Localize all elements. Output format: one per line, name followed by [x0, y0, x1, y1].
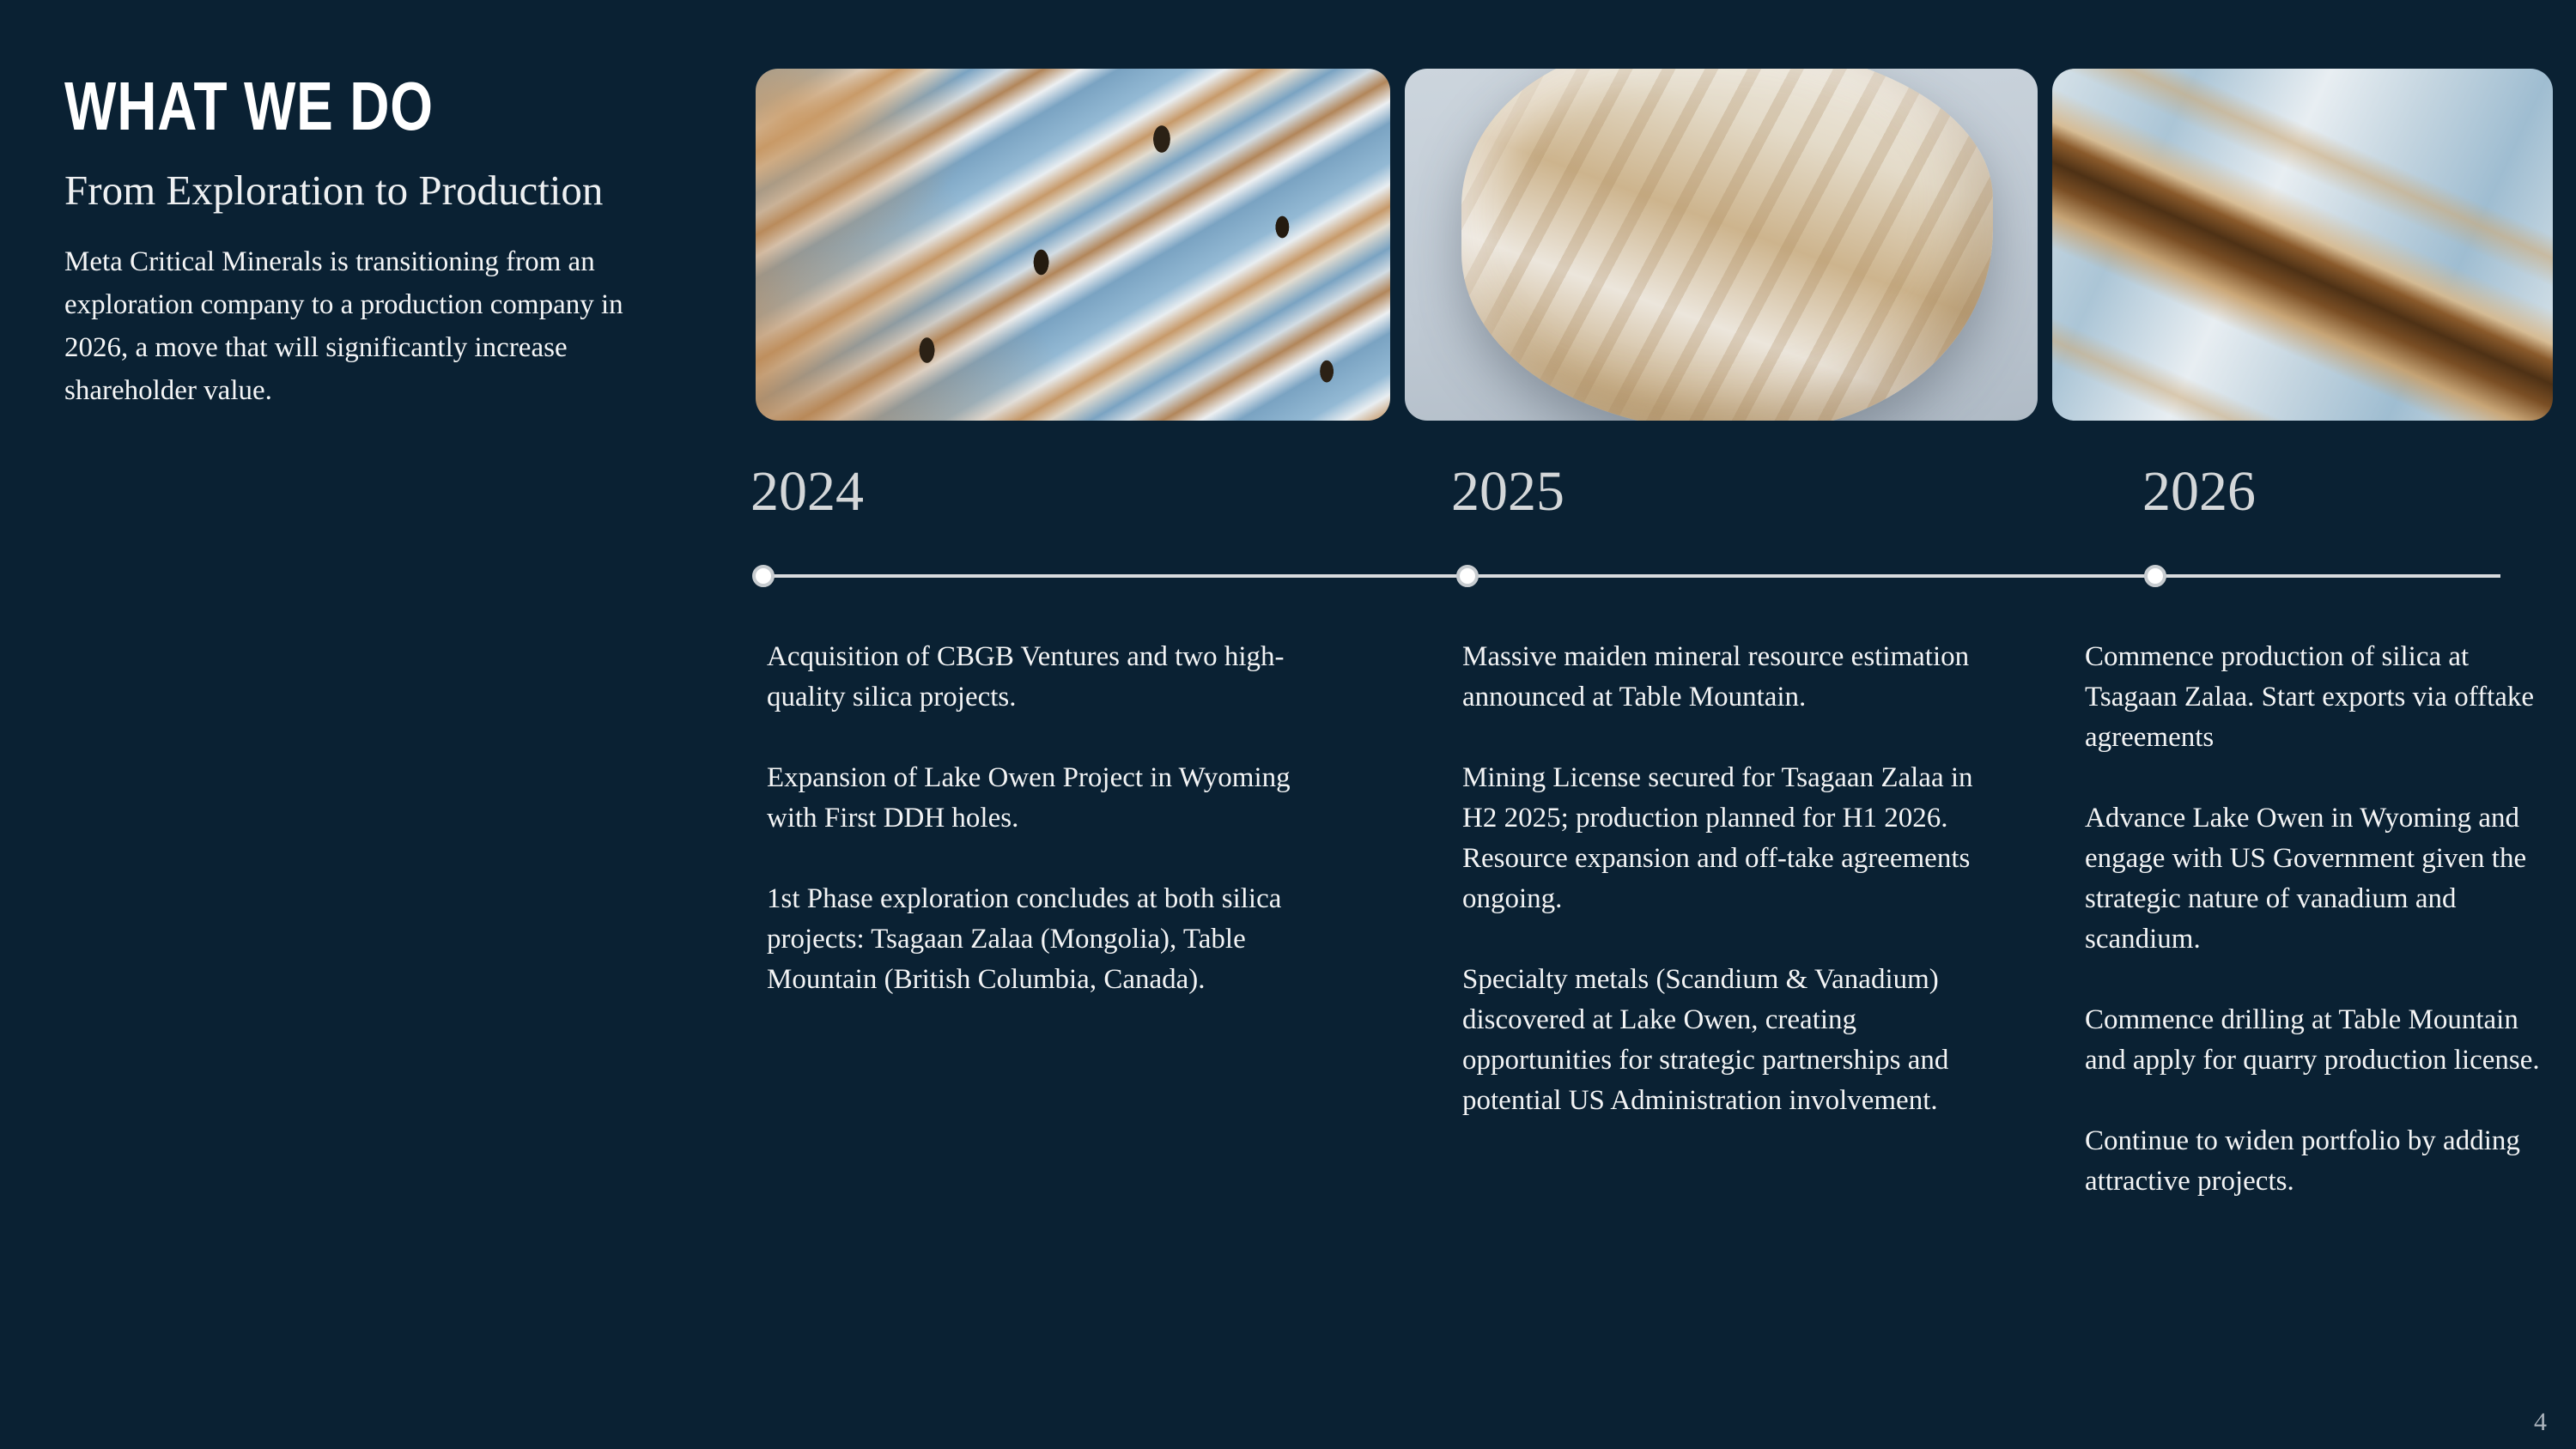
timeline-item: Commence drilling at Table Mountain and apply for quarry production license.: [2085, 1004, 2540, 1076]
year-label-2024: 2024: [750, 460, 864, 523]
year-label-2025: 2025: [1451, 460, 1564, 523]
rock-shape: [1461, 69, 1993, 421]
open-pit-mine-photo: [756, 69, 1390, 421]
milestones-2025: [1462, 637, 1995, 1161]
milestones-2026: [2085, 637, 2544, 1242]
timeline-item: Massive maiden mineral resource estimation announced at Table Mountain.: [1462, 641, 1970, 712]
timeline-item: Commence production of silica at Tsagaan Zalaa. Start exports via offtake agreements: [2085, 641, 2535, 753]
timeline-item: Mining License secured for Tsagaan Zalaa in H2 2025; production planned for H1 2026. Resource expansion and off-take agreements ongoing.: [1462, 762, 1973, 914]
timeline-item: Advance Lake Owen in Wyoming and engage with US Government given the strategic nature of vanadium and scandium.: [2085, 803, 2527, 955]
mineral-vein-photo: [2052, 69, 2553, 421]
timeline-item: Expansion of Lake Owen Project in Wyoming with First DDH holes.: [767, 762, 1291, 834]
intro-paragraph: Meta Critical Minerals is transitioning from an exploration company to a production company in 2026, a move that will significantly increase shareholder value.: [64, 246, 623, 406]
timeline-item: Specialty metals (Scandium & Vanadium) discovered at Lake Owen, creating opportunities for strategic partnerships and potential US Administration involvement.: [1462, 964, 1949, 1116]
page-subtitle: From Exploration to Production: [64, 167, 604, 214]
page-title: WHAT WE DO: [64, 68, 434, 144]
timeline-item: Acquisition of CBGB Ventures and two high-quality silica projects.: [767, 641, 1285, 712]
timeline-item: Continue to widen portfolio by adding attractive projects.: [2085, 1125, 2520, 1197]
timeline-dot-2026: [2144, 565, 2166, 587]
timeline-dot-2025: [1456, 565, 1479, 587]
timeline-item: 1st Phase exploration concludes at both silica projects: Tsagaan Zalaa (Mongolia), Table Mountain (British Columbia, Canada).: [767, 883, 1282, 995]
page-number: 4: [2534, 1408, 2547, 1436]
silica-rock-photo: [1405, 69, 2038, 421]
year-label-2026: 2026: [2142, 460, 2256, 523]
timeline-line: [763, 574, 2500, 578]
milestones-2024: [767, 637, 1334, 1040]
timeline-dot-2024: [752, 565, 775, 587]
header-block: [64, 67, 743, 412]
